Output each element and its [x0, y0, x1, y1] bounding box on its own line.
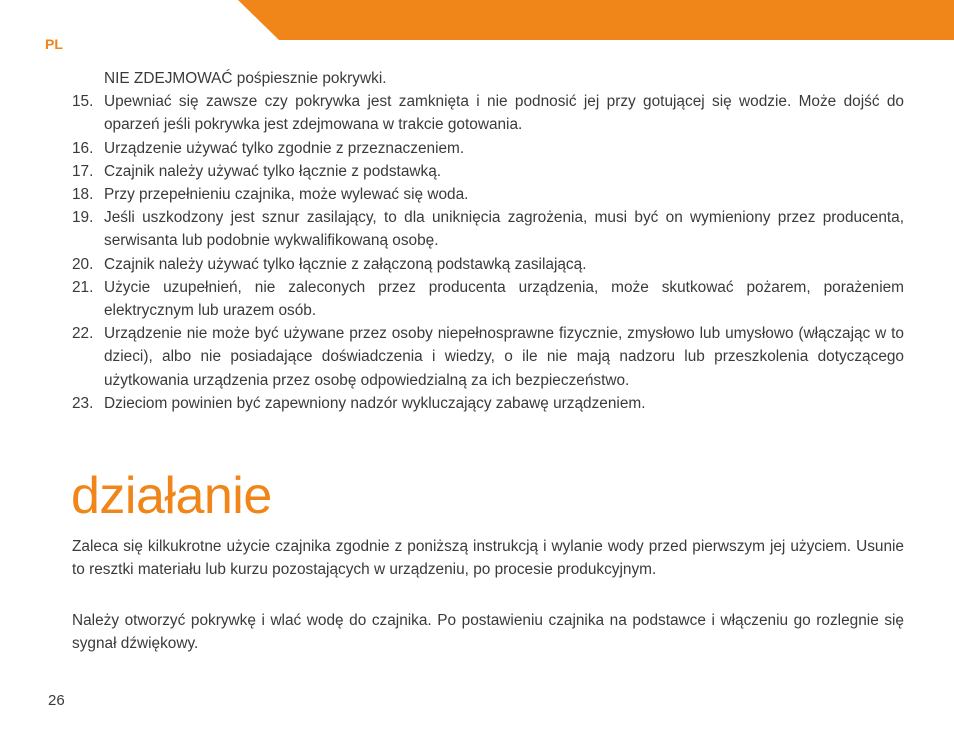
list-item-text: Czajnik należy używać tylko łącznie z podstawką.	[104, 162, 442, 180]
list-item-text: Urządzenie nie może być używane przez osoby niepełnosprawne fizycznie, zmysłowo lub umysłowo (włączając w to dzieci), albo nie posiadające doświadczenia i wiedzy, o ile nie mają nadzoru lub przeszkolenia dotyczącego użytkowania urządzenia przez osobę odpowiedzialną za ich bezpieczeństwo.	[104, 325, 904, 389]
list-item-text: Urządzenie używać tylko zgodnie z przeznaczeniem.	[104, 139, 465, 157]
safety-list	[72, 67, 904, 415]
section-heading: działanie	[71, 467, 272, 525]
list-item-number: 16.	[72, 139, 94, 157]
list-item	[72, 253, 904, 276]
list-item-text: Jeśli uszkodzony jest sznur zasilający, to dla uniknięcia zagrożenia, musi być on wymieniony przez producenta, serwisanta lub podobnie wykwalifikowaną osobę.	[104, 209, 904, 250]
list-item	[72, 322, 904, 392]
list-item-number: 18.	[72, 186, 94, 204]
list-item-text: Dzieciom powinien być zapewniony nadzór wykluczający zabawę urządzeniem.	[104, 394, 646, 412]
language-label: PL	[45, 36, 63, 52]
list-item-text: Upewniać się zawsze czy pokrywka jest zamknięta i nie podnosić jej przy gotującej się wodzie. Może dojść do oparzeń jeśli pokrywka jest zdejmowana w trakcie gotowania.	[104, 93, 904, 134]
section-paragraph: Zaleca się kilkukrotne użycie czajnika zgodnie z poniższą instrukcją i wylanie wody przed pierwszym jej użyciem. Usunie to resztki materiału lub kurzu pozostających w urządzeniu, po procesie produkcyjnym.	[72, 538, 904, 579]
list-item-text: Przy przepełnieniu czajnika, może wylewać się woda.	[104, 186, 469, 204]
list-item-number: 20.	[72, 255, 94, 273]
list-item	[72, 67, 904, 90]
list-item	[72, 392, 904, 415]
list-item	[72, 137, 904, 160]
list-item	[72, 160, 904, 183]
section-paragraph: Należy otworzyć pokrywkę i wlać wodę do czajnika. Po postawieniu czajnika na podstawce i włączeniu go rozlegnie się sygnał dźwiękowy.	[72, 612, 904, 653]
list-item-number: 23.	[72, 394, 94, 412]
list-item-number: 17.	[72, 162, 94, 180]
page-number: 26	[48, 692, 65, 709]
list-item-number: 15.	[72, 93, 94, 111]
list-item	[72, 276, 904, 322]
list-item-number: 22.	[72, 325, 94, 343]
list-item-number: 21.	[72, 278, 94, 296]
list-item-number	[72, 67, 104, 90]
list-item	[72, 206, 904, 252]
list-item	[72, 90, 904, 136]
header-banner	[238, 0, 954, 40]
list-item-text: Użycie uzupełnień, nie zaleconych przez producenta urządzenia, może skutkować pożarem, porażeniem elektrycznym lub urazem osób.	[104, 278, 904, 320]
list-item-text: NIE ZDEJMOWAĆ pośpiesznie pokrywki.	[104, 70, 387, 87]
list-item-number: 19.	[72, 209, 94, 227]
list-item	[72, 183, 904, 206]
list-item-text: Czajnik należy używać tylko łącznie z załączoną podstawką zasilającą.	[104, 255, 587, 273]
